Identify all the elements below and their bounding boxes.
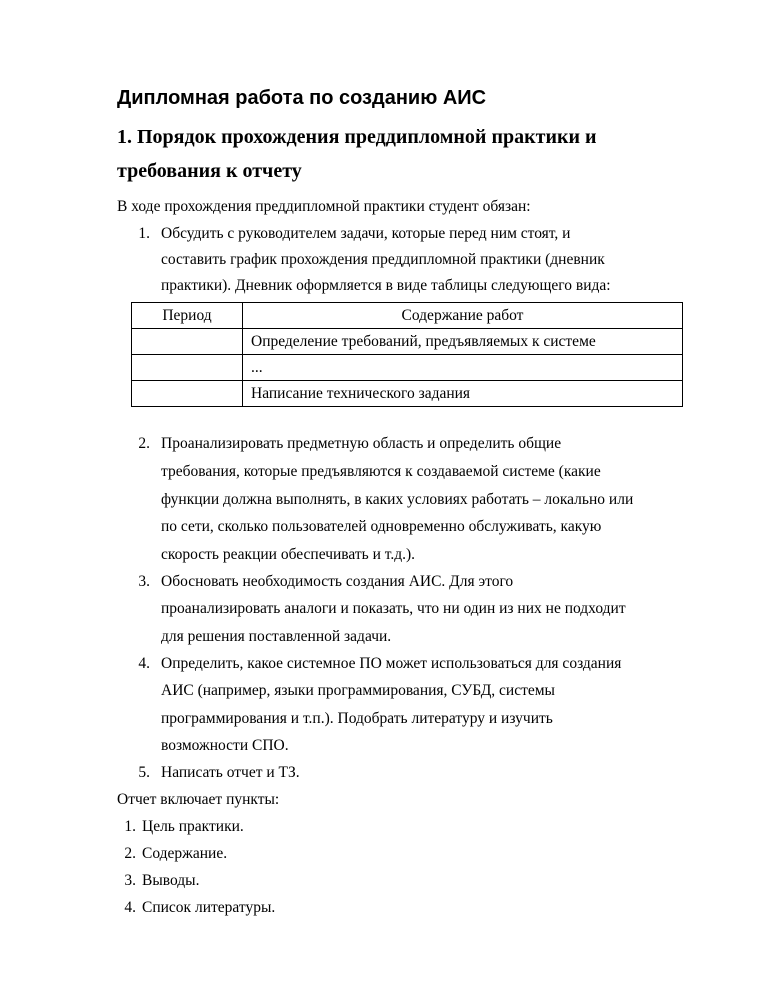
list-item-number: 1.: [138, 225, 150, 242]
list-item-text: Написать отчет и ТЗ.: [161, 764, 300, 781]
list-item-text: Определить, какое системное ПО может использоваться для создания: [161, 655, 622, 672]
list-item-text: для решения поставленной задачи.: [161, 628, 392, 645]
report-intro: Отчет включает пункты:: [117, 791, 280, 808]
list-item-text: Обосновать необходимость создания АИС. Для этого: [161, 573, 514, 590]
list-item-text: проанализировать аналоги и показать, что ни один из них не подходит: [161, 600, 626, 617]
list-item-number: 2.: [124, 845, 136, 862]
table-cell: [132, 329, 243, 355]
list-item-text: Обсудить с руководителем задачи, которые перед ним стоят, и: [161, 225, 571, 242]
table-cell: ...: [243, 355, 683, 381]
list-item-text: Список литературы.: [142, 899, 276, 916]
list-item-number: 1.: [124, 818, 136, 835]
table-cell: [132, 381, 243, 407]
list-item-number: 2.: [138, 435, 150, 452]
list-item-number: 3.: [138, 573, 150, 590]
diary-table: [131, 302, 683, 407]
list-item-text: АИС (например, языки программирования, СУБД, системы: [161, 682, 555, 699]
column-header-content: Содержание работ: [243, 303, 683, 329]
table-cell: [132, 355, 243, 381]
table-cell: Написание технического задания: [243, 381, 683, 407]
list-item-text: практики). Дневник оформляется в виде таблицы следующего вида:: [161, 277, 611, 294]
list-item-text: возможности СПО.: [161, 737, 289, 754]
list-item-number: 4.: [124, 899, 136, 916]
document-title: Дипломная работа по созданию АИС: [117, 87, 487, 109]
list-item-text: Цель практики.: [142, 818, 244, 835]
list-item-text: Содержание.: [142, 845, 228, 862]
list-item-number: 5.: [138, 764, 150, 781]
list-item-text: программирования и т.п.). Подобрать литературу и изучить: [161, 710, 553, 727]
table-header-row: [132, 303, 683, 329]
list-item-text: требования, которые предъявляются к создаваемой системе (какие: [161, 463, 601, 480]
list-item-number: 4.: [138, 655, 150, 672]
list-item-text: составить график прохождения преддипломной практики (дневник: [161, 251, 605, 268]
table-cell: Определение требований, предъявляемых к системе: [243, 329, 683, 355]
table-row: [132, 381, 683, 407]
list-item-text: скорость реакции обеспечивать и т.д.).: [161, 546, 416, 563]
list-item-text: Проанализировать предметную область и определить общие: [161, 435, 562, 452]
list-item-number: 3.: [124, 872, 136, 889]
intro-paragraph: В ходе прохождения преддипломной практики студент обязан:: [117, 198, 531, 215]
section-heading-line1: 1. Порядок прохождения преддипломной практики и: [117, 126, 597, 148]
list-item-text: функции должна выполнять, в каких условиях работать – локально или: [161, 491, 634, 508]
list-item-text: Выводы.: [142, 872, 200, 889]
section-heading-line2: требования к отчету: [117, 160, 302, 182]
table-row: [132, 329, 683, 355]
table-row: [132, 355, 683, 381]
column-header-period: Период: [132, 303, 243, 329]
list-item-text: по сети, сколько пользователей одновременно обслуживать, какую: [161, 518, 602, 535]
